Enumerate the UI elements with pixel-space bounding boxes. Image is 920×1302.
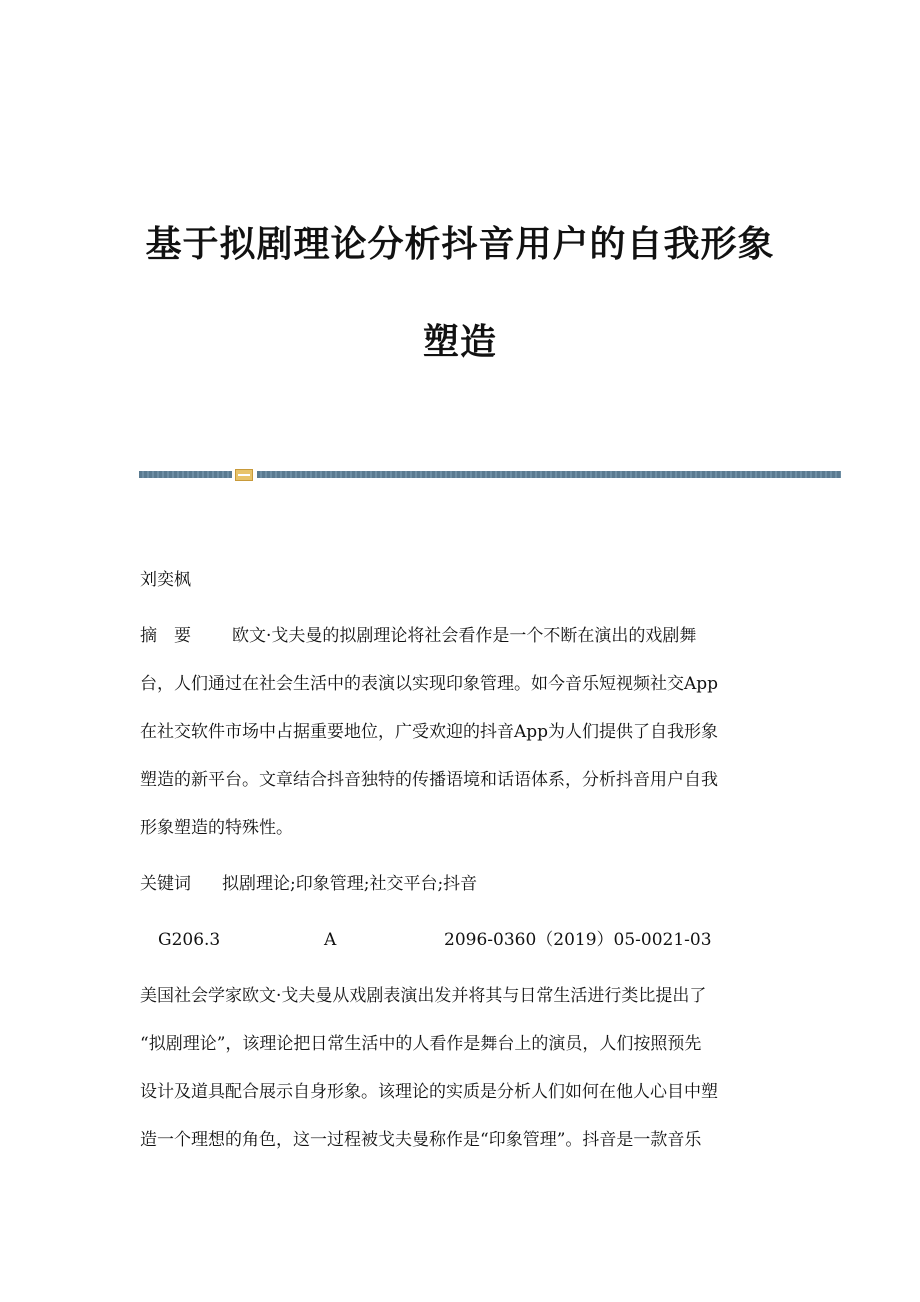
divider-emblem-icon xyxy=(235,469,253,481)
abstract-text: 欧文·戈夫曼的拟剧理论将社会看作是一个不断在演出的戏剧舞 xyxy=(232,626,697,646)
abstract-label: 摘 要 xyxy=(140,626,191,646)
decorative-divider xyxy=(139,470,841,480)
keywords-label: 关键词 xyxy=(140,874,191,894)
abstract-line: 台，人们通过在社会生活中的表演以实现印象管理。如今音乐短视频社交App xyxy=(140,674,719,694)
abstract-line: 在社交软件市场中占据重要地位，广受欢迎的抖音App为人们提供了自我形象 xyxy=(140,722,719,742)
article-id: 2096-0360（2019）05-0021-03 xyxy=(444,930,712,950)
classification-line xyxy=(158,928,712,952)
body-line: “拟剧理论”，该理论把日常生活中的人看作是舞台上的演员，人们按照预先 xyxy=(140,1034,702,1054)
divider-bar-right xyxy=(257,471,841,478)
divider-bar-left xyxy=(139,471,232,478)
body-line: 美国社会学家欧文·戈夫曼从戏剧表演出发并将其与日常生活进行类比提出了 xyxy=(140,986,707,1006)
paper-title-line-1: 基于拟剧理论分析抖音用户的自我形象 xyxy=(145,224,775,265)
author-name: 刘奕枫 xyxy=(140,570,191,590)
body-line: 设计及道具配合展示自身形象。该理论的实质是分析人们如何在他人心目中塑 xyxy=(140,1082,718,1102)
abstract-line xyxy=(140,624,696,648)
body-line: 造一个理想的角色，这一过程被戈夫曼称作是“印象管理”。抖音是一款音乐 xyxy=(140,1130,702,1150)
abstract-line: 形象塑造的特殊性。 xyxy=(140,818,293,838)
document-code: A xyxy=(324,930,337,950)
paper-title-line-2: 塑造 xyxy=(422,322,497,363)
clc-number: G206.3 xyxy=(158,930,221,950)
keywords-line xyxy=(140,872,477,896)
keywords-value: 拟剧理论;印象管理;社交平台;抖音 xyxy=(222,874,478,894)
abstract-line: 塑造的新平台。文章结合抖音独特的传播语境和话语体系，分析抖音用户自我 xyxy=(140,770,718,790)
